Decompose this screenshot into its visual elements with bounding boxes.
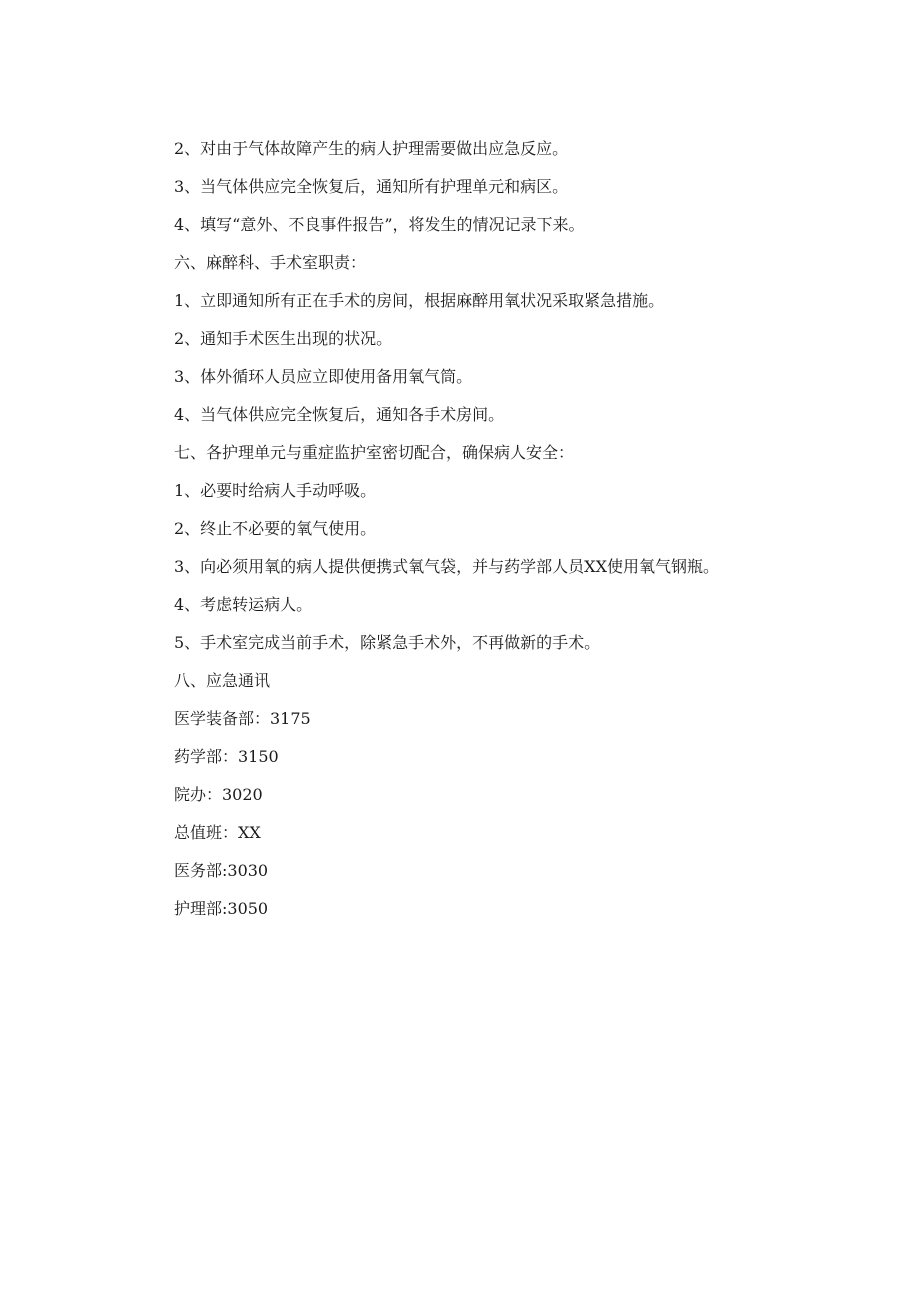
paragraph: 1、必要时给病人手动呼吸。 bbox=[174, 481, 377, 500]
contact-line: 护理部:3050 bbox=[174, 899, 269, 918]
paragraph: 2、对由于气体故障产生的病人护理需要做出应急反应。 bbox=[174, 139, 569, 158]
paragraph: 3、体外循环人员应立即使用备用氧气筒。 bbox=[174, 367, 473, 386]
paragraph: 4、考虑转运病人。 bbox=[174, 595, 313, 614]
contact-line: 医务部:3030 bbox=[174, 861, 269, 880]
paragraph: 2、终止不必要的氧气使用。 bbox=[174, 519, 377, 538]
paragraph: 3、向必须用氧的病人提供便携式氧气袋，并与药学部人员XX使用氧气钢瓶。 bbox=[174, 557, 719, 576]
section-heading: 六、麻醉科、手术室职责： bbox=[174, 253, 367, 272]
section-heading: 八、应急通讯 bbox=[174, 671, 271, 690]
paragraph: 2、通知手术医生出现的状况。 bbox=[174, 329, 393, 348]
contact-line: 药学部：3150 bbox=[174, 747, 279, 766]
paragraph: 5、手术室完成当前手术，除紧急手术外，不再做新的手术。 bbox=[174, 633, 601, 652]
paragraph: 4、填写“意外、不良事件报告”，将发生的情况记录下来。 bbox=[174, 215, 585, 234]
contact-line: 总值班：XX bbox=[174, 823, 261, 842]
paragraph: 3、当气体供应完全恢复后，通知所有护理单元和病区。 bbox=[174, 177, 569, 196]
contact-line: 医学装备部：3175 bbox=[174, 709, 311, 728]
contact-line: 院办：3020 bbox=[174, 785, 263, 804]
section-heading: 七、各护理单元与重症监护室密切配合，确保病人安全： bbox=[174, 443, 575, 462]
paragraph: 4、当气体供应完全恢复后，通知各手术房间。 bbox=[174, 405, 505, 424]
document-body bbox=[138, 138, 778, 936]
paragraph: 1、立即通知所有正在手术的房间，根据麻醉用氧状况采取紧急措施。 bbox=[174, 291, 665, 310]
